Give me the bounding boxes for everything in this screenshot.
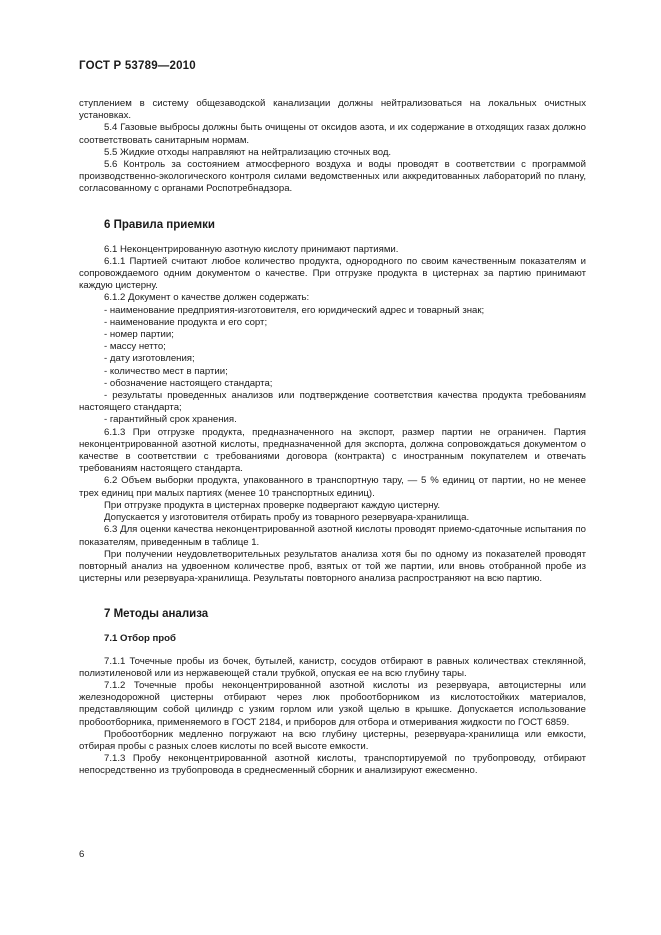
paragraph: ступлением в систему общезаводской канализации должны нейтрализоваться на локальных очистных установках. [79, 98, 586, 122]
list-item: - номер партии; [104, 329, 174, 341]
paragraph: 6.1 Неконцентрированную азотную кислоту принимают партиями. [104, 243, 399, 255]
list-item: - наименование предприятия-изготовителя, его юридический адрес и товарный знак; [104, 304, 485, 316]
paragraph: Пробоотборник медленно погружают на всю глубину цистерны, резервуара-хранилища или емкости, отбирая пробы с разных слоев кислоты по всей высоте емкости. [79, 728, 586, 752]
document-header: ГОСТ Р 53789—2010 [79, 60, 196, 72]
list-item: - массу нетто; [104, 341, 166, 353]
paragraph: 6.2 Объем выборки продукта, упакованного в транспортную тару, — 5 % единиц от партии, но не менее трех единиц при малых партиях (менее 10 транспортных единиц). [79, 475, 586, 499]
paragraph: 6.1.3 При отгрузке продукта, предназначенного на экспорт, размер партии не ограничен. Партия неконцентрированной азотной кислоты, предназначенной для экспорта, должна сопровождаться документом о качестве в соответствии с требованиями договора (контракта) с иностранным покупателем и отвечать требованиям настоящего стандарта. [79, 426, 586, 475]
document-body [79, 98, 586, 778]
paragraph: 7.1.3 Пробу неконцентрированной азотной кислоты, транспортируемой по трубопроводу, отбирают непосредственно из трубопровода в среднесменный сборник и анализируют ежесменно. [79, 753, 586, 777]
paragraph: 7.1.2 Точечные пробы неконцентрированной азотной кислоты из резервуара, автоцистерны или железнодорожной цистерны отбирают через люк пробоотборником из кислотостойких материалов, представляющим собой цилиндр с узким горлом или узкой щелью в крышке. Допускается использование пробоотборника, применяемого в ГОСТ 2184, и приборов для отбора и отмеривания жидкости по ГОСТ 6859. [79, 679, 586, 728]
list-item: - результаты проведенных анализов или подтверждение соответствия качества продукта требованиям настоящего стандарта; [79, 390, 586, 414]
list-item: - дату изготовления; [104, 353, 195, 365]
list-item: - наименование продукта и его сорт; [104, 316, 268, 328]
paragraph: 6.3 Для оценки качества неконцентрированной азотной кислоты проводят приемо-сдаточные испытания по показателям, приведенным в таблице 1. [79, 524, 586, 548]
paragraph: 5.4 Газовые выбросы должны быть очищены от оксидов азота, и их содержание в отходящих газах должно соответствовать санитарным нормам. [79, 122, 586, 146]
paragraph: 5.6 Контроль за состоянием атмосферного воздуха и воды проводят в соответствии с программой производственно-экологического контроля силами ведомственных или аккредитованных лабораторий по плану, согласованному с органами Роспотребнадзора. [79, 159, 586, 195]
subsection-heading-7-1: 7.1 Отбор проб [104, 633, 176, 645]
paragraph: При получении неудовлетворительных результатов анализа хотя бы по одному из показателей проводят повторный анализ на удвоенном количестве проб, взятых от той же партии, или вновь отобранной пробе из цистерны или резервуара-хранилища. Результаты повторного анализа распространяют на всю партию. [79, 548, 586, 585]
list-item: - обозначение настоящего стандарта; [104, 377, 273, 389]
list-item: - гарантийный срок хранения. [104, 414, 237, 426]
paragraph: 6.1.1 Партией считают любое количество продукта, однородного по своим качественным показателям и сопровождаемого одним документом о качестве. При отгрузке продукта в цистернах за партию принимают каждую цистерну. [79, 255, 586, 292]
list-item: - количество мест в партии; [104, 365, 228, 377]
page-number: 6 [79, 849, 85, 860]
paragraph: При отгрузке продукта в цистернах проверке подвергают каждую цистерну. [104, 499, 441, 511]
paragraph: 5.5 Жидкие отходы направляют на нейтрализацию сточных вод. [104, 146, 392, 158]
paragraph: 7.1.1 Точечные пробы из бочек, бутылей, канистр, сосудов отбирают в равных количествах стеклянной, полиэтиленовой или из нержавеющей стали трубкой, опуская ее на всю глубину тары. [79, 655, 586, 679]
section-heading-6: 6 Правила приемки [104, 218, 215, 231]
section-heading-7: 7 Методы анализа [104, 608, 209, 621]
paragraph: Допускается у изготовителя отбирать пробу из товарного резервуара-хранилища. [104, 512, 470, 524]
paragraph: 6.1.2 Документ о качестве должен содержать: [104, 292, 310, 304]
